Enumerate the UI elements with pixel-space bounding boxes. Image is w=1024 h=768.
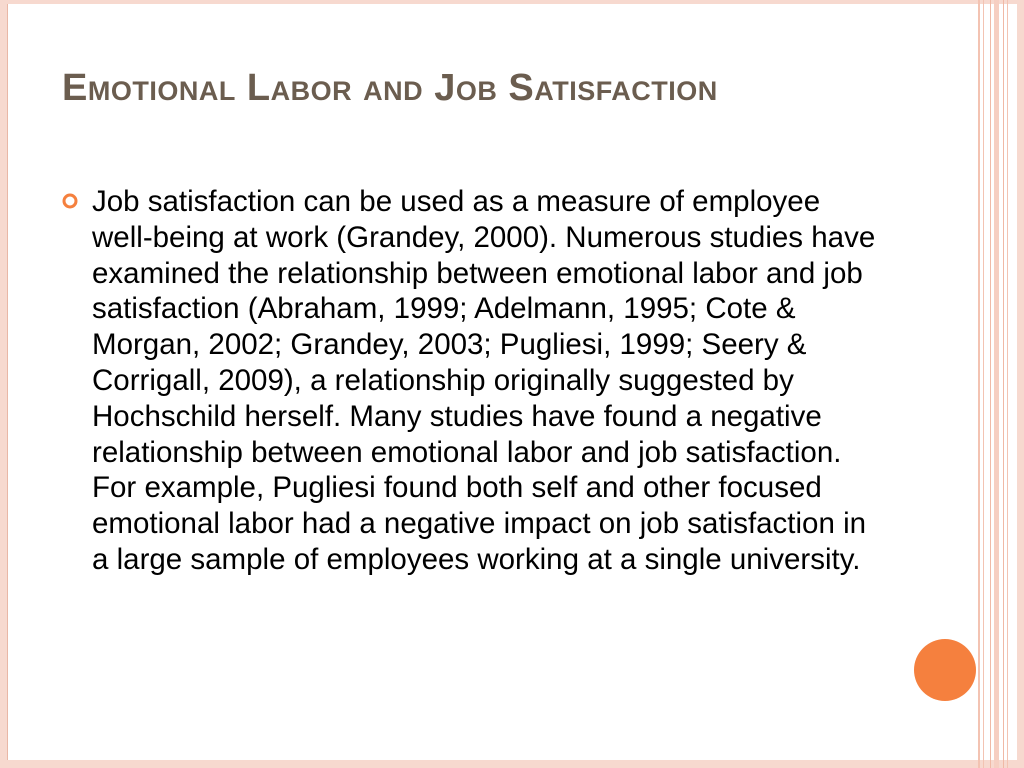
bullet-text: Job satisfaction can be used as a measure of employee well-being at work (Grandey, 2000). Numerous studies have examined the relationship between emotional labor and job satisfaction (Abraham, 1999; Adelmann, 1995; Cote & Morgan, 2002; Grandey, 2003; Pugliesi, 1999; Seery & Corrigall, 2009), a relationship originally suggested by Hochschild herself. Many studies have found a negative relationship between emotional labor and job satisfaction. For example, Pugliesi found both self and other focused emotional labor had a negative impact on job satisfaction in a large sample of employees working at a single university.	[92, 185, 876, 576]
frame-left-border	[0, 0, 7, 768]
frame-bottom-border	[0, 760, 1024, 768]
decorative-stripe	[983, 0, 984, 768]
frame-top-border	[0, 0, 1024, 4]
decorative-stripe	[978, 0, 980, 768]
ring-bullet-icon	[62, 193, 78, 209]
decorative-stripe	[990, 0, 991, 768]
frame-right-border	[1017, 0, 1024, 768]
frame-inner-line	[7, 4, 8, 760]
decorative-stripe	[994, 0, 999, 768]
decorative-stripe	[1007, 0, 1008, 768]
orange-circle-decoration	[914, 639, 976, 701]
bullet-item	[62, 184, 882, 578]
decorative-stripe	[1003, 0, 1004, 768]
slide-title: Emotional Labor and Job Satisfaction	[62, 67, 718, 109]
